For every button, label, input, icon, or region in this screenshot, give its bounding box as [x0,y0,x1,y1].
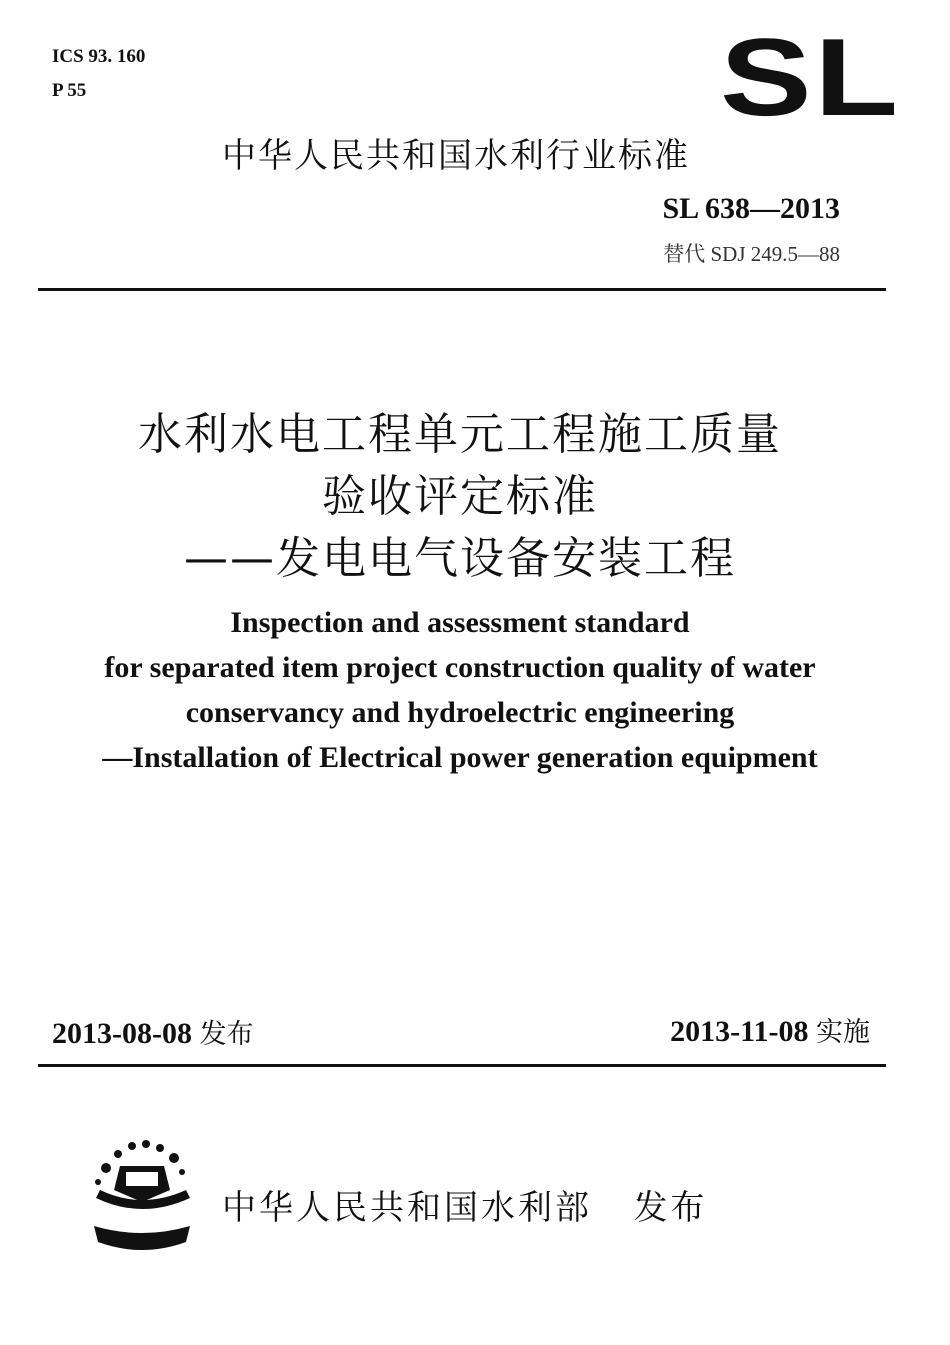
effective-label: 实施 [816,1017,870,1048]
industry-standard-heading: 中华人民共和国水利行业标准 [222,136,690,176]
issuer-line [222,1180,707,1229]
title-en-line2: for separated item project construction quality of water [104,651,816,684]
effective-date-block [670,1010,870,1049]
issue-date: 2013-08-08 [52,1017,192,1050]
top-divider [38,288,886,291]
title-cn-line1: 水利水电工程单元工程施工质量 [138,409,782,460]
ccs-code: P 55 [52,80,87,101]
issue-label: 发布 [199,1019,254,1050]
title-en-line1: Inspection and assessment standard [230,606,690,639]
replaces-note: 替代 SDJ 249.5—88 [663,242,840,266]
standard-number: SL 638—2013 [662,192,840,225]
issuer-action: 发布 [633,1188,708,1228]
ics-code: ICS 93. 160 [52,46,146,67]
title-cn-line3: ——发电电气设备安装工程 [184,533,736,584]
ministry-seal-emblem [86,1132,198,1254]
title-cn-line2: 验收评定标准 [322,471,598,522]
sl-logo: SL [720,16,901,139]
title-en-line4: —Installation of Electrical power generation equipment [102,741,818,774]
title-en-line3: conservancy and hydroelectric engineering [185,696,735,729]
effective-date: 2013-11-08 [670,1015,809,1048]
issuer-name: 中华人民共和国水利部 [222,1188,592,1228]
classification-block [52,40,145,108]
bottom-divider [38,1064,886,1067]
issue-date-block [52,1012,253,1051]
